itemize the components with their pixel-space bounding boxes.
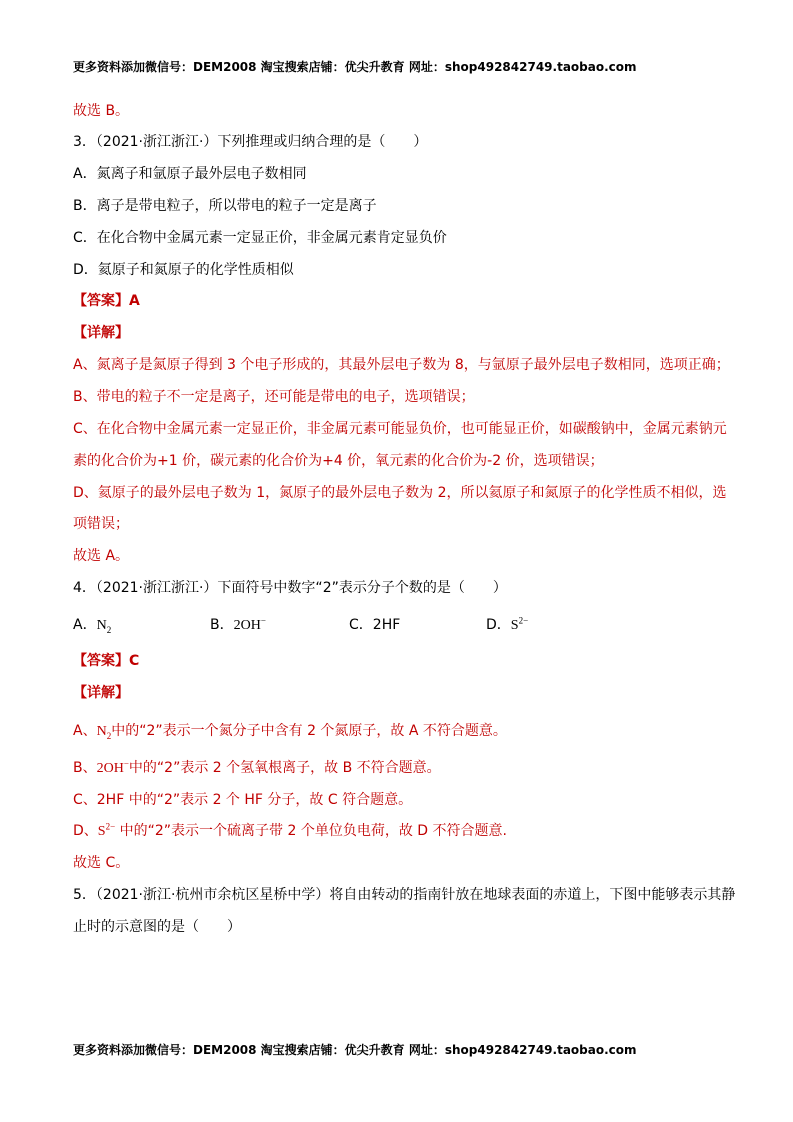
q3-answer: 【答案】A <box>73 293 140 309</box>
q3-explanation-d2: 项错误； <box>73 516 129 532</box>
page-header: 更多资料添加微信号：DEM2008 淘宝搜索店铺：优尖升教育 网址：shop492842749.taobao.com <box>73 60 637 74</box>
q5-stem-line-1: 5．（2021·浙江·杭州市余杭区星桥中学）将自由转动的指南针放在地球表面的赤道上，下图中能够表示其静 <box>73 887 736 903</box>
q3-option-c: C．在化合物中金属元素一定显正价，非金属元素肯定显负价 <box>73 230 447 246</box>
q3-explanation-d1: D、氦原子的最外层电子数为 1，氮原子的最外层电子数为 2，所以氦原子和氮原子的化学性质不相似，选 <box>73 485 727 501</box>
q4-answer: 【答案】C <box>73 653 140 669</box>
q4-option-a: A．$N_2$ <box>73 617 112 635</box>
q4-option-b: B．2OH− <box>210 615 266 633</box>
q4-explanation-a: A、$N_2$中的“2”表示一个氮分子中含有 2 个氮原子，故 A 不符合题意。 <box>73 723 507 741</box>
q3-explanation-c2: 素的化合价为+1 价，碳元素的化合价为+4 价，氧元素的化合价为-2 价，选项错误； <box>73 453 604 469</box>
q4-explanation-b: B、2OH−中的“2”表示 2 个氢氧根离子，故 B 不符合题意。 <box>73 758 441 776</box>
q2-conclusion: 故选 B。 <box>73 103 130 119</box>
q3-detail-label: 【详解】 <box>73 325 129 341</box>
q3-explanation-b: B、带电的粒子不一定是离子，还可能是带电的电子，选项错误； <box>73 389 475 405</box>
q4-explanation-c: C、2HF 中的“2”表示 2 个 HF 分子，故 C 符合题意。 <box>73 792 413 808</box>
q3-stem: 3．（2021·浙江浙江·）下列推理或归纳合理的是（ ） <box>73 134 428 150</box>
q3-conclusion: 故选 A。 <box>73 548 130 564</box>
page-footer: 更多资料添加微信号：DEM2008 淘宝搜索店铺：优尖升教育 网址：shop492842749.taobao.com <box>73 1043 637 1057</box>
q4-option-c: C．2HF <box>349 617 401 633</box>
q3-option-d: D．氦原子和氮原子的化学性质相似 <box>73 262 294 278</box>
q3-explanation-c1: C、在化合物中金属元素一定显正价，非金属元素可能显负价，也可能显正价，如碳酸钠中，金属元素钠元 <box>73 421 727 437</box>
q5-stem-line-2: 止时的示意图的是（ ） <box>73 919 241 935</box>
q4-option-d: D．$S^{2-}$ <box>486 615 529 633</box>
q4-stem: 4．（2021·浙江浙江·）下面符号中数字“2”表示分子个数的是（ ） <box>73 580 507 596</box>
q4-detail-label: 【详解】 <box>73 685 129 701</box>
q3-option-b: B．离子是带电粒子，所以带电的粒子一定是离子 <box>73 198 377 214</box>
q4-conclusion: 故选 C。 <box>73 855 130 871</box>
q3-explanation-a: A、氮离子是氮原子得到 3 个电子形成的，其最外层电子数为 8，与氩原子最外层电子数相同，选项正确； <box>73 357 730 373</box>
q3-option-a: A．氮离子和氩原子最外层电子数相同 <box>73 166 307 182</box>
q4-explanation-d: D、$S^{2-}$ 中的“2”表示一个硫离子带 2 个单位负电荷，故 D 不符合题意. <box>73 821 507 839</box>
